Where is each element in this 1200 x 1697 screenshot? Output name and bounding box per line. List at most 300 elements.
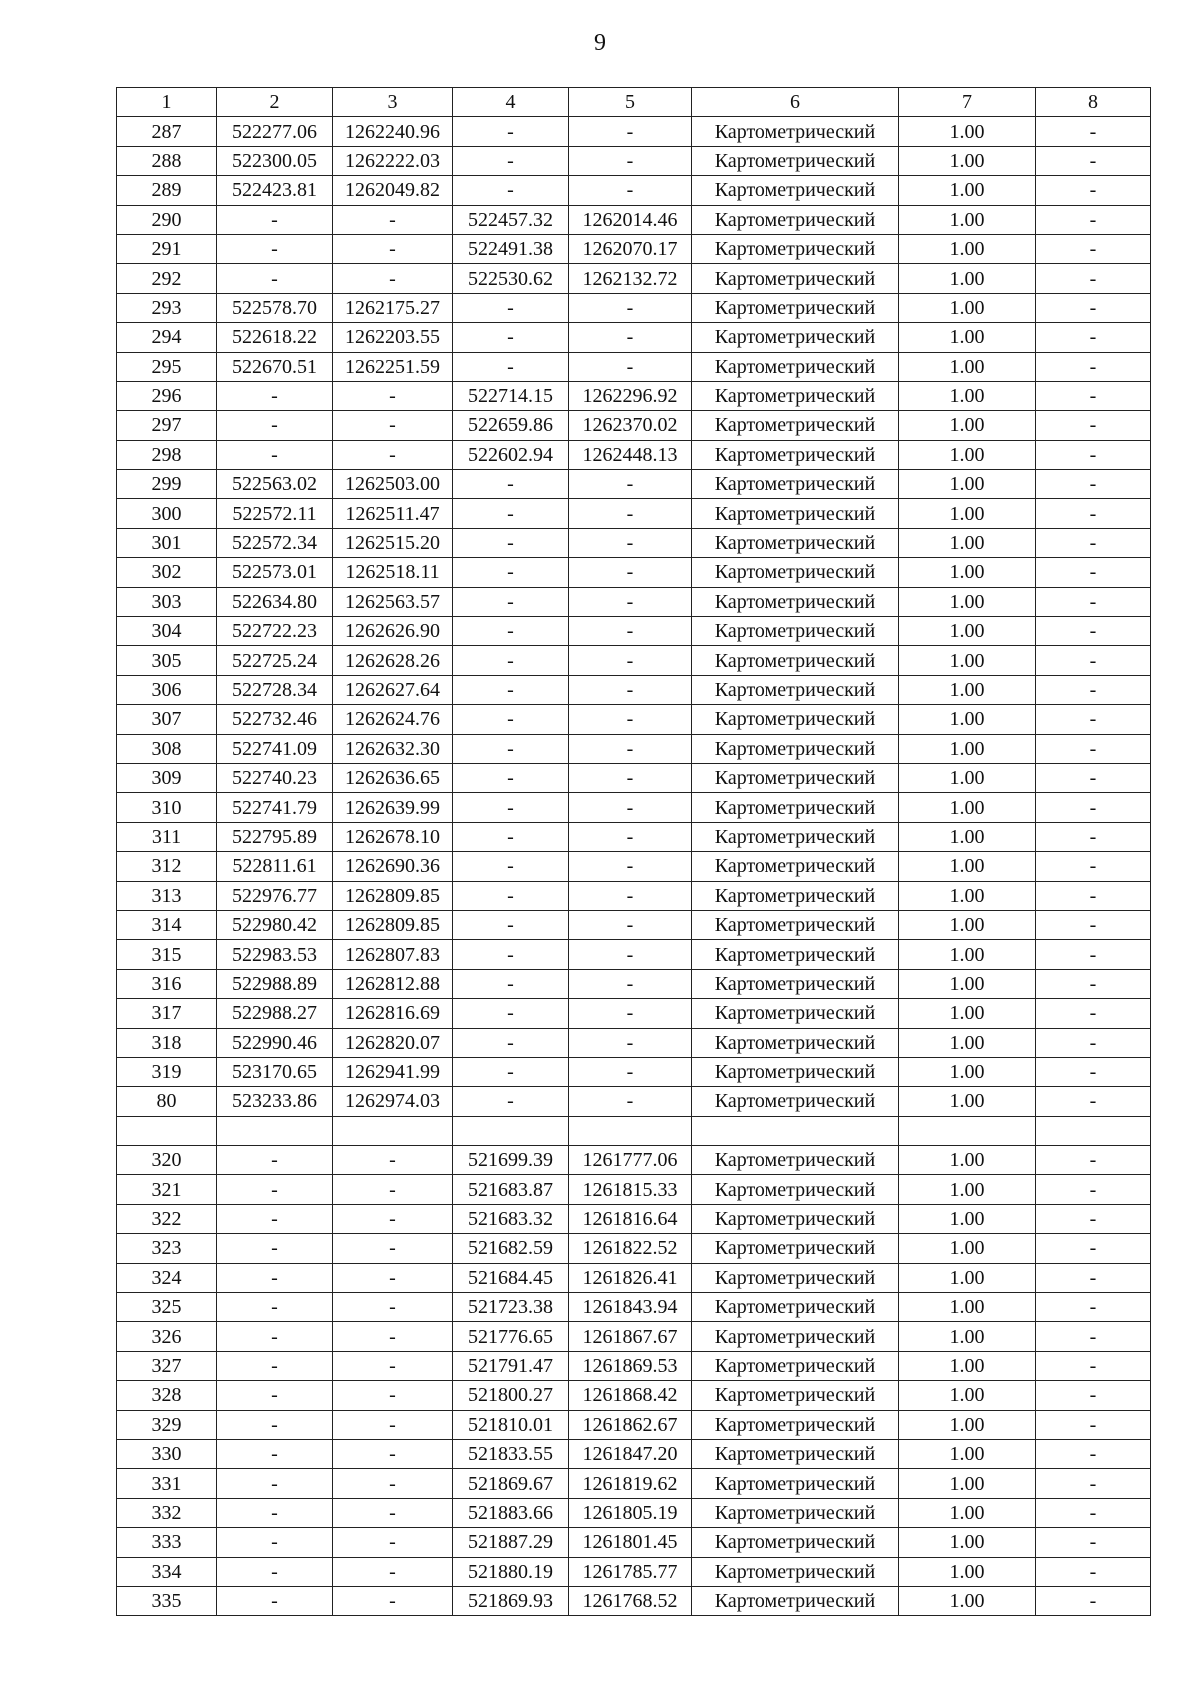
- accuracy-cell: 1.00: [899, 881, 1036, 910]
- description-cell: -: [1036, 1175, 1151, 1204]
- y-new-cell: 1261862.67: [569, 1410, 692, 1439]
- description-cell: -: [1036, 1469, 1151, 1498]
- table-row: [117, 1175, 1151, 1204]
- method-cell: Картометрический: [692, 1410, 899, 1439]
- table-row: [117, 1557, 1151, 1586]
- x-new-cell: 522530.62: [453, 264, 569, 293]
- description-cell: -: [1036, 1498, 1151, 1527]
- x-new-cell: 521776.65: [453, 1322, 569, 1351]
- x-new-cell: -: [453, 499, 569, 528]
- y-old-cell: 1262626.90: [333, 617, 453, 646]
- point-number-cell: 303: [117, 587, 217, 616]
- x-old-cell: -: [217, 411, 333, 440]
- method-cell: Картометрический: [692, 470, 899, 499]
- table-row: [117, 146, 1151, 175]
- description-cell: -: [1036, 558, 1151, 587]
- point-number-cell: 300: [117, 499, 217, 528]
- point-number-cell: 294: [117, 323, 217, 352]
- method-cell: Картометрический: [692, 1498, 899, 1527]
- point-number-cell: 324: [117, 1263, 217, 1292]
- y-old-cell: 1262678.10: [333, 822, 453, 851]
- method-cell: Картометрический: [692, 1322, 899, 1351]
- point-number-cell: 289: [117, 176, 217, 205]
- x-new-cell: -: [453, 852, 569, 881]
- x-new-cell: -: [453, 528, 569, 557]
- y-old-cell: 1262624.76: [333, 705, 453, 734]
- x-new-cell: 521684.45: [453, 1263, 569, 1292]
- header-cell-1: 1: [117, 88, 217, 117]
- point-number-cell: 80: [117, 1087, 217, 1116]
- table-row: [117, 470, 1151, 499]
- x-old-cell: -: [217, 440, 333, 469]
- table-row: [117, 352, 1151, 381]
- y-new-cell: 1261822.52: [569, 1234, 692, 1263]
- description-cell: -: [1036, 1028, 1151, 1057]
- description-cell: -: [1036, 1234, 1151, 1263]
- table-row: [117, 264, 1151, 293]
- x-old-cell: -: [217, 1528, 333, 1557]
- y-new-cell: 1262296.92: [569, 381, 692, 410]
- accuracy-cell: 1.00: [899, 1322, 1036, 1351]
- y-new-cell: -: [569, 969, 692, 998]
- y-old-cell: 1262628.26: [333, 646, 453, 675]
- x-new-cell: 521869.67: [453, 1469, 569, 1498]
- table-row: [117, 1204, 1151, 1233]
- y-old-cell: 1262974.03: [333, 1087, 453, 1116]
- table-row: [117, 881, 1151, 910]
- x-old-cell: 522725.24: [217, 646, 333, 675]
- method-cell: Картометрический: [692, 881, 899, 910]
- x-new-cell: 522714.15: [453, 381, 569, 410]
- x-old-cell: -: [217, 1439, 333, 1468]
- x-old-cell: -: [217, 1175, 333, 1204]
- y-new-cell: -: [569, 822, 692, 851]
- y-new-cell: -: [569, 793, 692, 822]
- y-new-cell: 1261867.67: [569, 1322, 692, 1351]
- y-old-cell: 1262816.69: [333, 999, 453, 1028]
- accuracy-cell: 1.00: [899, 499, 1036, 528]
- table-row: [117, 1469, 1151, 1498]
- x-old-cell: 522578.70: [217, 293, 333, 322]
- y-new-cell: 1261843.94: [569, 1293, 692, 1322]
- y-old-cell: 1262812.88: [333, 969, 453, 998]
- method-cell: Картометрический: [692, 205, 899, 234]
- accuracy-cell: 1.00: [899, 1351, 1036, 1380]
- x-new-cell: 521723.38: [453, 1293, 569, 1322]
- accuracy-cell: 1.00: [899, 940, 1036, 969]
- table-row: [117, 675, 1151, 704]
- point-number-cell: 293: [117, 293, 217, 322]
- y-new-cell: -: [569, 352, 692, 381]
- x-old-cell: -: [217, 205, 333, 234]
- point-number-cell: 332: [117, 1498, 217, 1527]
- description-cell: -: [1036, 1410, 1151, 1439]
- method-cell: Картометрический: [692, 117, 899, 146]
- description-cell: -: [1036, 1146, 1151, 1175]
- header-cell-8: 8: [1036, 88, 1151, 117]
- accuracy-cell: 1.00: [899, 1057, 1036, 1086]
- description-cell: -: [1036, 323, 1151, 352]
- method-cell: Картометрический: [692, 705, 899, 734]
- y-old-cell: -: [333, 1439, 453, 1468]
- description-cell: -: [1036, 646, 1151, 675]
- table-row: [117, 1528, 1151, 1557]
- x-old-cell: -: [217, 264, 333, 293]
- page-number: 9: [594, 30, 606, 56]
- description-cell: -: [1036, 1439, 1151, 1468]
- x-new-cell: 521699.39: [453, 1146, 569, 1175]
- table-header: [117, 88, 1151, 117]
- table-row: [117, 234, 1151, 263]
- x-old-cell: -: [217, 1351, 333, 1380]
- y-new-cell: 1262014.46: [569, 205, 692, 234]
- accuracy-cell: 1.00: [899, 528, 1036, 557]
- y-old-cell: 1262807.83: [333, 940, 453, 969]
- y-old-cell: -: [333, 1528, 453, 1557]
- x-new-cell: 521683.87: [453, 1175, 569, 1204]
- header-cell-2: 2: [217, 88, 333, 117]
- method-cell: Картометрический: [692, 1439, 899, 1468]
- x-old-cell: 522980.42: [217, 910, 333, 939]
- y-new-cell: 1262070.17: [569, 234, 692, 263]
- point-number-cell: 329: [117, 1410, 217, 1439]
- point-number-cell: 331: [117, 1469, 217, 1498]
- point-number-cell: 327: [117, 1351, 217, 1380]
- table-row: [117, 852, 1151, 881]
- table-row: [117, 117, 1151, 146]
- description-cell: [1036, 1116, 1151, 1145]
- description-cell: -: [1036, 470, 1151, 499]
- accuracy-cell: 1.00: [899, 440, 1036, 469]
- y-old-cell: -: [333, 1263, 453, 1292]
- method-cell: Картометрический: [692, 999, 899, 1028]
- method-cell: Картометрический: [692, 440, 899, 469]
- description-cell: -: [1036, 381, 1151, 410]
- y-old-cell: -: [333, 205, 453, 234]
- description-cell: -: [1036, 528, 1151, 557]
- y-new-cell: 1261819.62: [569, 1469, 692, 1498]
- method-cell: Картометрический: [692, 293, 899, 322]
- accuracy-cell: 1.00: [899, 352, 1036, 381]
- x-old-cell: 522572.11: [217, 499, 333, 528]
- y-new-cell: 1262448.13: [569, 440, 692, 469]
- x-new-cell: -: [453, 822, 569, 851]
- x-old-cell: -: [217, 1263, 333, 1292]
- accuracy-cell: 1.00: [899, 176, 1036, 205]
- coordinates-table: [116, 87, 1151, 1616]
- x-old-cell: 522983.53: [217, 940, 333, 969]
- accuracy-cell: 1.00: [899, 587, 1036, 616]
- point-number-cell: 288: [117, 146, 217, 175]
- description-cell: -: [1036, 587, 1151, 616]
- point-number-cell: 312: [117, 852, 217, 881]
- description-cell: -: [1036, 822, 1151, 851]
- y-new-cell: 1261777.06: [569, 1146, 692, 1175]
- y-new-cell: -: [569, 999, 692, 1028]
- header-cell-4: 4: [453, 88, 569, 117]
- description-cell: -: [1036, 734, 1151, 763]
- y-new-cell: -: [569, 852, 692, 881]
- table-row: [117, 1234, 1151, 1263]
- table-row: [117, 617, 1151, 646]
- point-number-cell: 323: [117, 1234, 217, 1263]
- method-cell: Картометрический: [692, 1057, 899, 1086]
- y-new-cell: -: [569, 675, 692, 704]
- method-cell: Картометрический: [692, 763, 899, 792]
- method-cell: Картометрический: [692, 940, 899, 969]
- y-old-cell: 1262636.65: [333, 763, 453, 792]
- method-cell: Картометрический: [692, 1234, 899, 1263]
- y-old-cell: -: [333, 234, 453, 263]
- y-new-cell: 1261816.64: [569, 1204, 692, 1233]
- table-row: [117, 969, 1151, 998]
- x-new-cell: -: [453, 910, 569, 939]
- point-number-cell: 330: [117, 1439, 217, 1468]
- x-new-cell: -: [453, 617, 569, 646]
- x-new-cell: -: [453, 646, 569, 675]
- point-number-cell: 296: [117, 381, 217, 410]
- method-cell: Картометрический: [692, 1204, 899, 1233]
- accuracy-cell: 1.00: [899, 1234, 1036, 1263]
- description-cell: -: [1036, 264, 1151, 293]
- x-new-cell: 521887.29: [453, 1528, 569, 1557]
- method-cell: Картометрический: [692, 1469, 899, 1498]
- x-old-cell: -: [217, 1557, 333, 1586]
- accuracy-cell: 1.00: [899, 705, 1036, 734]
- method-cell: Картометрический: [692, 146, 899, 175]
- x-new-cell: 521682.59: [453, 1234, 569, 1263]
- accuracy-cell: 1.00: [899, 852, 1036, 881]
- table-row: [117, 1057, 1151, 1086]
- method-cell: Картометрический: [692, 910, 899, 939]
- header-row: [117, 88, 1151, 117]
- x-old-cell: -: [217, 1146, 333, 1175]
- table-row: [117, 323, 1151, 352]
- method-cell: Картометрический: [692, 1293, 899, 1322]
- description-cell: -: [1036, 1057, 1151, 1086]
- method-cell: Картометрический: [692, 381, 899, 410]
- y-old-cell: -: [333, 1234, 453, 1263]
- accuracy-cell: 1.00: [899, 1263, 1036, 1292]
- table-row: [117, 1381, 1151, 1410]
- x-new-cell: -: [453, 587, 569, 616]
- table-row: [117, 1439, 1151, 1468]
- y-new-cell: -: [569, 323, 692, 352]
- y-old-cell: 1262627.64: [333, 675, 453, 704]
- x-old-cell: 522670.51: [217, 352, 333, 381]
- accuracy-cell: 1.00: [899, 1087, 1036, 1116]
- x-old-cell: 522741.09: [217, 734, 333, 763]
- description-cell: -: [1036, 793, 1151, 822]
- point-number-cell: 317: [117, 999, 217, 1028]
- y-new-cell: -: [569, 763, 692, 792]
- x-old-cell: 522741.79: [217, 793, 333, 822]
- x-old-cell: -: [217, 1381, 333, 1410]
- description-cell: -: [1036, 1351, 1151, 1380]
- accuracy-cell: 1.00: [899, 264, 1036, 293]
- description-cell: -: [1036, 1204, 1151, 1233]
- x-old-cell: 522572.34: [217, 528, 333, 557]
- x-new-cell: -: [453, 1057, 569, 1086]
- method-cell: Картометрический: [692, 1528, 899, 1557]
- y-old-cell: -: [333, 1351, 453, 1380]
- point-number-cell: 313: [117, 881, 217, 910]
- x-new-cell: -: [453, 352, 569, 381]
- accuracy-cell: 1.00: [899, 411, 1036, 440]
- method-cell: Картометрический: [692, 969, 899, 998]
- x-old-cell: [217, 1116, 333, 1145]
- x-old-cell: 522976.77: [217, 881, 333, 910]
- y-new-cell: -: [569, 617, 692, 646]
- table-row: [117, 940, 1151, 969]
- x-old-cell: 522423.81: [217, 176, 333, 205]
- header-cell-3: 3: [333, 88, 453, 117]
- y-old-cell: 1262632.30: [333, 734, 453, 763]
- description-cell: -: [1036, 969, 1151, 998]
- x-new-cell: -: [453, 881, 569, 910]
- description-cell: -: [1036, 293, 1151, 322]
- method-cell: Картометрический: [692, 1381, 899, 1410]
- point-number-cell: 297: [117, 411, 217, 440]
- y-old-cell: -: [333, 1381, 453, 1410]
- point-number-cell: 328: [117, 1381, 217, 1410]
- method-cell: Картометрический: [692, 1175, 899, 1204]
- point-number-cell: 298: [117, 440, 217, 469]
- x-old-cell: 522988.89: [217, 969, 333, 998]
- table-row: [117, 705, 1151, 734]
- x-new-cell: -: [453, 146, 569, 175]
- y-new-cell: 1261768.52: [569, 1586, 692, 1615]
- y-old-cell: [333, 1116, 453, 1145]
- description-cell: -: [1036, 881, 1151, 910]
- description-cell: -: [1036, 999, 1151, 1028]
- y-old-cell: -: [333, 1293, 453, 1322]
- description-cell: -: [1036, 705, 1151, 734]
- x-new-cell: [453, 1116, 569, 1145]
- x-old-cell: 522618.22: [217, 323, 333, 352]
- point-number-cell: [117, 1116, 217, 1145]
- x-old-cell: -: [217, 1498, 333, 1527]
- method-cell: Картометрический: [692, 1557, 899, 1586]
- x-new-cell: -: [453, 117, 569, 146]
- y-new-cell: -: [569, 558, 692, 587]
- x-new-cell: -: [453, 293, 569, 322]
- method-cell: Картометрический: [692, 411, 899, 440]
- point-number-cell: 304: [117, 617, 217, 646]
- y-old-cell: -: [333, 381, 453, 410]
- header-cell-5: 5: [569, 88, 692, 117]
- x-new-cell: 522491.38: [453, 234, 569, 263]
- x-old-cell: 522728.34: [217, 675, 333, 704]
- x-old-cell: 522795.89: [217, 822, 333, 851]
- y-old-cell: 1262639.99: [333, 793, 453, 822]
- x-new-cell: -: [453, 793, 569, 822]
- y-old-cell: -: [333, 1146, 453, 1175]
- x-new-cell: -: [453, 323, 569, 352]
- x-new-cell: -: [453, 705, 569, 734]
- point-number-cell: 311: [117, 822, 217, 851]
- point-number-cell: 320: [117, 1146, 217, 1175]
- table-row: [117, 176, 1151, 205]
- y-new-cell: 1261868.42: [569, 1381, 692, 1410]
- x-new-cell: 521810.01: [453, 1410, 569, 1439]
- x-new-cell: 521869.93: [453, 1586, 569, 1615]
- x-old-cell: 522988.27: [217, 999, 333, 1028]
- method-cell: Картометрический: [692, 734, 899, 763]
- y-old-cell: 1262049.82: [333, 176, 453, 205]
- x-old-cell: 523170.65: [217, 1057, 333, 1086]
- y-old-cell: -: [333, 440, 453, 469]
- y-old-cell: 1262690.36: [333, 852, 453, 881]
- accuracy-cell: 1.00: [899, 558, 1036, 587]
- y-new-cell: -: [569, 881, 692, 910]
- point-number-cell: 318: [117, 1028, 217, 1057]
- accuracy-cell: 1.00: [899, 1146, 1036, 1175]
- accuracy-cell: 1.00: [899, 1469, 1036, 1498]
- y-new-cell: 1261815.33: [569, 1175, 692, 1204]
- y-new-cell: 1262370.02: [569, 411, 692, 440]
- accuracy-cell: 1.00: [899, 205, 1036, 234]
- accuracy-cell: 1.00: [899, 1204, 1036, 1233]
- y-old-cell: 1262175.27: [333, 293, 453, 322]
- x-new-cell: -: [453, 176, 569, 205]
- description-cell: -: [1036, 499, 1151, 528]
- point-number-cell: 306: [117, 675, 217, 704]
- x-new-cell: -: [453, 675, 569, 704]
- y-old-cell: 1262809.85: [333, 881, 453, 910]
- accuracy-cell: 1.00: [899, 1557, 1036, 1586]
- description-cell: -: [1036, 1586, 1151, 1615]
- point-number-cell: 307: [117, 705, 217, 734]
- description-cell: -: [1036, 910, 1151, 939]
- method-cell: Картометрический: [692, 528, 899, 557]
- description-cell: -: [1036, 1293, 1151, 1322]
- method-cell: Картометрический: [692, 1146, 899, 1175]
- accuracy-cell: 1.00: [899, 646, 1036, 675]
- method-cell: Картометрический: [692, 1087, 899, 1116]
- table-row: [117, 793, 1151, 822]
- x-new-cell: -: [453, 734, 569, 763]
- y-new-cell: -: [569, 705, 692, 734]
- y-old-cell: -: [333, 1557, 453, 1586]
- description-cell: -: [1036, 852, 1151, 881]
- x-old-cell: 523233.86: [217, 1087, 333, 1116]
- table-row: [117, 1146, 1151, 1175]
- table-row: [117, 1498, 1151, 1527]
- description-cell: -: [1036, 205, 1151, 234]
- y-old-cell: 1262240.96: [333, 117, 453, 146]
- method-cell: Картометрический: [692, 264, 899, 293]
- point-number-cell: 335: [117, 1586, 217, 1615]
- point-number-cell: 309: [117, 763, 217, 792]
- y-old-cell: 1262511.47: [333, 499, 453, 528]
- table-row: [117, 1028, 1151, 1057]
- accuracy-cell: 1.00: [899, 763, 1036, 792]
- accuracy-cell: 1.00: [899, 1586, 1036, 1615]
- x-old-cell: -: [217, 381, 333, 410]
- y-new-cell: -: [569, 910, 692, 939]
- point-number-cell: 292: [117, 264, 217, 293]
- y-old-cell: 1262515.20: [333, 528, 453, 557]
- x-old-cell: 522300.05: [217, 146, 333, 175]
- accuracy-cell: 1.00: [899, 1528, 1036, 1557]
- table-row: [117, 381, 1151, 410]
- method-cell: Картометрический: [692, 323, 899, 352]
- y-new-cell: -: [569, 117, 692, 146]
- point-number-cell: 315: [117, 940, 217, 969]
- y-old-cell: 1262809.85: [333, 910, 453, 939]
- description-cell: -: [1036, 234, 1151, 263]
